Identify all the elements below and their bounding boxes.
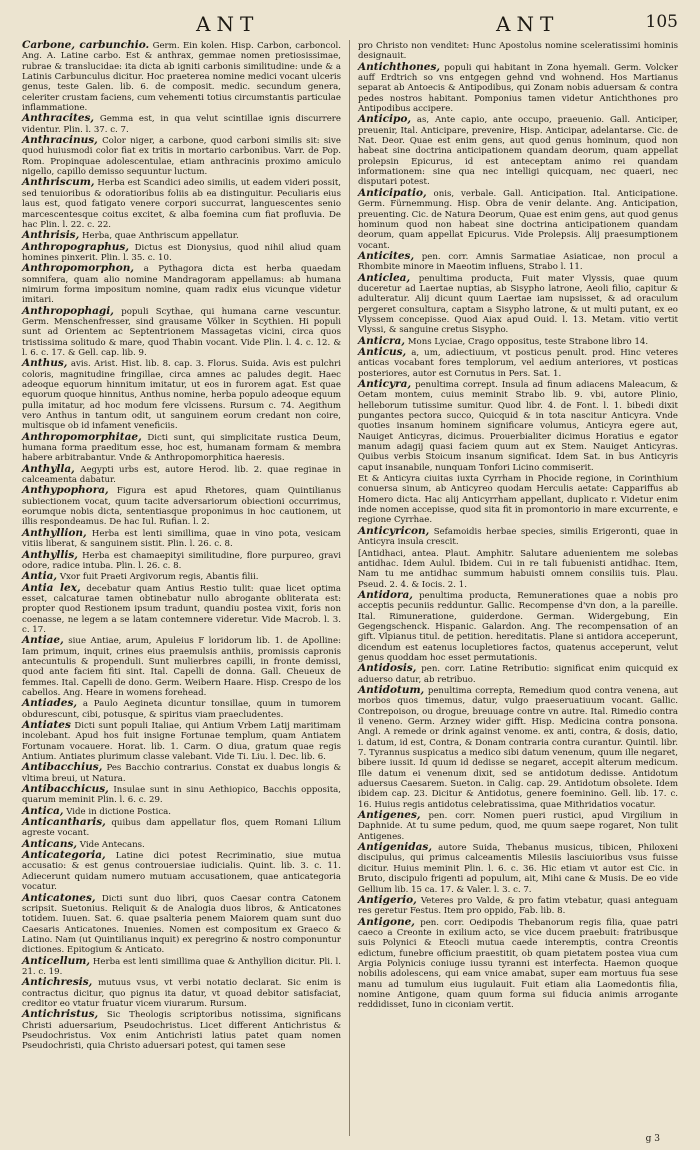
entry-headword: Anthropophagi, [22, 304, 114, 317]
dictionary-entry [358, 663, 678, 685]
dictionary-entry [22, 956, 341, 978]
entry-headword: Anthyllion, [22, 526, 87, 539]
dictionary-entry [358, 188, 678, 251]
dictionary-entry [22, 1009, 341, 1051]
dictionary-entry [358, 473, 678, 526]
entry-headword: Anthyllis, [22, 548, 78, 561]
entry-text: a, um, adiectiuum, vt posticus penult. prod. Hinc veteres anticas vocabant fores templorum, vel aedium anteriores, vt posticas posteriores, autor est Cornutus in Pers. Sat. 1. [358, 347, 679, 379]
entry-headword: Anthropomorphon, [22, 262, 135, 275]
entry-headword: Antia lex, [22, 581, 81, 594]
entry-text: Herba est Scandici adeo similis, ut eadem videri possit, sed tenuioribus & odoratioribus foliis ab ea distinguitur. Peculiaris eius laus est, quod fatigato venere corpori succurrat, languescentes senio marcescentesque coitus excitet, & alba foemina cum fiat profluvia. De hac Plin. l. 22. c. 22. [22, 178, 341, 230]
dictionary-entry [358, 40, 678, 62]
dictionary-entry [22, 784, 341, 806]
entry-text: penultima producta, Fuit mater Vlyssis, quae quum duceretur ad Laertae nuptias, ab Sisypho latrone, Aeoli filio, capitur & adulteratur. Alij dicunt quum Laertae iam nupsisset, & ad oraculum pergeret consultura, captam a Sisypho latrone, & ut multi putant, ex eo Vlyssem concepisse. Quod Aiax apud Ouid. l. 13. Metam. vitio vertit Vlyssi, & sanguine cretus Sisypho. [358, 273, 678, 336]
entry-headword: Carbone, carbunchio. [22, 40, 150, 51]
entry-headword: Anticus, [358, 345, 407, 358]
entry-text: Et & Anticyra ciuitas iuxta Cyrrham in Phocide regione, in Corinthium conuersa sinum, ab Anticyreo quodam Herculis aetate: Cappariffus ab Homero dicta. Hac alij Anticyrrham appellant, duplicato r. Videtur enim inde nomen accepisse, quod sita fit in promontorio in mare excurrente, e regione Cyrrhae. [358, 474, 678, 526]
entry-headword: Anticans, [22, 837, 78, 850]
entry-headword: Anticyricon, [358, 524, 430, 537]
entry-headword: Antigenidas, [358, 841, 432, 854]
left-column [16, 40, 350, 1136]
dictionary-entry [22, 242, 341, 264]
entry-headword: Anticatones, [22, 891, 96, 904]
entry-headword: Antia, [22, 570, 58, 583]
entry-text: pen. corr. Latine Retributio: significat enim quicquid ex aduerso datur, ab retribuo. [358, 664, 678, 685]
entry-text: penultima corrept. Insula ad finum adiacens Maleacum, & Oetam montem, cuius meminit Strabo lib. 9. vbi, autore Plinio, helleborum tutissime sumitur. Quod libr. 4. de Font. l. 1. bibedi dixit pungantes pectora succo, Quicquid & in tota nascitur Anticyra. Vnde quoties insanum hominem significare volumus, Anticyra egere aut, Nauiget Anticyras, dicimus. Prouerbialiter dicimus Horatius e egator manum adagij quasi faciem quum aut ex Stem. Nauiget Anticyras. Quibus verbis Stoicum insanum significat. Idem Sat. in bus Anticyris caput insanabile, nunquam Tonfori Licino commiserit. [358, 380, 678, 473]
dictionary-entry [358, 917, 678, 1011]
entry-text: a Pythagora dicta est herba quaedam somnifera, quam alio nomine Mandragoram appellamus: ab humana nimirum forma impositum nomine, quam radix eius vicunque videtur imitari. [22, 264, 341, 306]
dictionary-entry [22, 762, 341, 784]
dictionary-entry [358, 895, 678, 917]
entry-text: Dicti sunt, qui simplicitate rustica Deum, humana forma praeditum esse, hoc est, humanam formam & membra habere arbitrabantur. Vnde & Anthropomorphitica haeresis. [22, 432, 342, 464]
entry-headword: Anthropomorphitae, [22, 430, 142, 443]
entry-text: pro Christo non venditet: Hunc Apostolus nomine sceleratissimi hominis designauit. [358, 41, 678, 62]
entry-headword: Anticlea, [358, 271, 411, 284]
entry-text: populi Scythae, qui humana carne vescuntur. Germ. Menschenfresser, sind grausame Völker in Scythien. Hi populi sunt ad Orientem ac Septentrionem Massagetas vicini, circa quos tristissima solitudo & mare, quod Thabin vocant. Vide Plin. l. 4. c. 12. & l. 6. c. 17. & Gell. cap. lib. 9. [22, 306, 342, 358]
entry-headword: Antiades, [22, 697, 78, 710]
entry-headword: Antica, [22, 804, 64, 817]
entry-text: avis. Arist. Hist. lib. 8. cap. 3. Florus. Suida. Avis est pulchri coloris, magnitudine fringillae, circa amnes ac paludes degit. Haec adeoque equorum hinnitum imitatur, ut eos in furorem agat. Est quae equorum quoque hinnitus, Anthus nomine, herba populo adeoque equum pulla imitatur, ad hoc modum fere vlcissens. Rursum c. 74. Aegithum vero Anthus in tantum odit, ut sanguinem eorum credant non coire, multisque ob id infament veneficiis. [22, 359, 341, 432]
dictionary-entry [358, 114, 678, 187]
entry-text: penultima producta, Remunerationes quae a nobis pro acceptis pecuniis redduntur. Gallic. Recompense d'vn don, a la pareille. Ital. Rimuneratione, guiderdone. German. Widergebung, Ein Gegengschenck. Hispanic. Galardon. Ang. The recompensation of an gift. Vlpianus titul. de petition. hereditatis. Plane si antidora acceperunt, dicendum est eatenus locupletiores factos, quatenus acceperunt, velut genus quoddam hoc esset permutationis. [358, 590, 678, 663]
entry-headword: Antiae, [22, 634, 64, 647]
entry-text: quibus dam appellatur flos, quem Romani Lilium agreste vocant. [22, 818, 342, 839]
entry-text: Dicti sunt populi Italiae, qui Antium Vrbem Latij maritimam incolebant. Apud hos fuit insigne Fortunae templum, quam Antiatem Fortunam vocauere. Horat. lib. 1. Carm. O diua, gratum quae regis Antium. Antiates plurimum classe valebant. Vide Ti. Liu. l. Dec. lib. 6. [22, 721, 342, 763]
dictionary-entry [22, 977, 341, 1009]
entry-headword: Antidora, [358, 588, 413, 601]
entry-headword: Antigone, [358, 915, 415, 928]
entry-headword: Anthypophora, [22, 484, 109, 497]
entry-headword: Anthracinus, [22, 134, 98, 147]
dictionary-entry [358, 62, 678, 115]
entry-text: penultima correpta, Remedium quod contra venena, aut morbos quos timemus, datur, vulgo praeseruatiuum vocant. Gallic. Contrepoison, ou drogue, breuuage contre vn autre. Ital. Rimedio contra il veneno. Germ. Arzney wider gifft. Hisp. Medicina contra ponsona. Angl. A remede or drink against venome. ex anti, contra, & dosis, datio, i. datum, id est, Contra, & Donam contraria contra curantur. Quintil. libr. 7. Tyrannus suspicatus a medico sibi datum venenum, quum ille negaret, bibere iussit. Id quum id dedisse se negaret, accepit alterum medicum. Ille datum ei venenum dixit, sed se antidotum dedisse. Antidotum aduersus Caesarem. Sueton. in Calig. cap. 29. Antidotum obsolete. Idem ibidem cap. 23. Dicitur & Antidotus, genere foeminino. Gell. lib. 17. c. 16. Huius regis antidotus celebratissima, quae Mithridatios vocatur. [358, 685, 679, 810]
entry-headword: Antichresis, [22, 976, 93, 989]
dictionary-entry [22, 720, 341, 762]
dictionary-entry [22, 177, 341, 230]
dictionary-entry [22, 464, 341, 486]
entry-text: [Antidhaci, antea. Plaut. Amphitr. Salutare aduenientem me solebas antidhac. Idem Aulul. Ibidem. Cui in re tali fubuenisti antidhac. Item, Nam tu me antidhac summum habuisti omnem consiliis tuis. Plau. Pseud. 2. 4. & Iocis. 2. 1. [358, 548, 678, 590]
entry-text: Insulae sunt in sinu Aethiopico, Bacchis opposita, quarum meminit Plin. l. 6. c. 29. [22, 785, 342, 806]
dictionary-entry [22, 817, 341, 839]
entry-text: Vide Antecans. [79, 839, 145, 850]
entry-text: mutuus vsus, vt verbi notatio declarat. Sic enim is contractus dicitur, quo pignus ita datur, vt quoad debitor satisfaciat, creditor eo vtatur fruatur vicem viurarum. Rursum. [22, 978, 341, 1009]
entry-headword: Anticategoria, [22, 849, 106, 862]
entry-text: Herba est chamaepityi similitudine, flore purpureo, gravi odore, radice intuba. Plin. l. 26. c. 8. [22, 550, 341, 571]
entry-headword: Antiates [22, 719, 71, 731]
dictionary-entry [22, 358, 341, 431]
dictionary-entry [22, 485, 341, 527]
entry-headword: Antichthones, [358, 60, 441, 73]
dictionary-entry [22, 40, 341, 113]
right-column [350, 40, 684, 1136]
entry-headword: Anthropographus, [22, 240, 129, 253]
entry-text: autore Suida, Thebanus musicus, tibicen, Philoxeni discipulus, qui primus calceamentis Milesiis lasciuioribus vsus fuisse dicitur. Huius meminit Plin. l. 6. c. 36. Hic etiam vt autor est Cic. in Bruto, discipulo frigenti ad populum, ait, Mihi cane & Musis. De eo vide Gellium lib. 15 ca. 17. & Valer. l. 3. c. 7. [358, 843, 679, 895]
entry-headword: Anthylla, [22, 462, 75, 475]
dictionary-entry [22, 135, 341, 177]
entry-headword: Anticyra, [358, 378, 412, 390]
entry-text: Vxor fuit Praeti Argivorum regis, Abantis filii. [59, 572, 259, 583]
dictionary-entry [358, 379, 678, 473]
entry-headword: Anticipo, [358, 113, 412, 126]
dictionary-entry [22, 850, 341, 892]
signature-mark: g 3 [645, 1134, 660, 1144]
entry-headword: Anthriscum, [22, 176, 95, 189]
entry-text: as, Ante capio, ante occupo, praeuenio. Gall. Anticiper, preuenir, Ital. Anticipare, prevenire, Hisp. Anticipar, adelantarse. Cic. de Nat. Deor. Quae est enim gens, aut quod genus hominum, quod non habeat sine doctrina anticipationem quandam deorum, quam appellat prolepsin Epicurus, id est anteceptam animo rei quandam informationem: sine qua nec intelligi quicquam, nec quaeri, nec disputari potest. [358, 115, 678, 188]
dictionary-entry [22, 263, 341, 305]
entry-text: decebatur quam Antius Restio tulit: quae licet optima esset, calcaturae tamen obtinebatur nullo abrogante obliterata est: propter quod Restionem ipsum tradunt, quandiu postea vixit, foris non coenasse, ne legem a se latam contemnere videretur. Vide Macrob. l. 3. c. 17. [22, 583, 341, 635]
entry-text: Germ. Ein kolen. Hisp. Carbon, carboncol. Ang. A. Latine carbo. Est & anthrax, gemmae nomen pretiosissimae, rubrae & translucidae: ita dicta ab igniti carbonis similitudine: unde & a Latinis Carbunculus dicitur. Hoc praeterea nomine medici vocant ulceris genus, teste Galen. lib. 6. de composit. medic. secundum genera, celeriter crustam faciens, cum vehementi totius circumstantis particulae inflammatione. [22, 41, 342, 114]
entry-text: pen. corr. Amnis Sarmatiae Asiaticae, non procul a Rhombite minore in Maeotim influens, Strabo l. 11. [358, 251, 678, 273]
entry-headword: Anticites, [358, 249, 415, 262]
dictionary-entry [22, 698, 341, 720]
page-header [16, 10, 684, 42]
entry-headword: Anthracites, [22, 112, 95, 125]
dictionary-entry [22, 893, 341, 956]
entry-headword: Antibacchicus, [22, 783, 109, 796]
dictionary-entry [22, 306, 341, 359]
entry-text: a Paulo Aegineta dicuntur tonsillae, quum in tumorem obdurescunt, cibi, potusque, & spiritus viam praecludentes. [22, 699, 341, 720]
page-number: 105 [645, 12, 678, 32]
dictionary-entry [358, 273, 678, 336]
entry-text: Dicti sunt duo libri, quos Caesar contra Catonem scripsit. Suetonius. Reliquit & de Analogia duos libros, & Anticatones totidem. Iuuen. Sat. 6. quae psalteria penem Maiorem quam sunt duo Caesaris Anticatones. Inuenies. Nomen est compositum ex Graeco & Latino. Nam (ut Quintilianus inquit) ex peregrino & nostro componuntur dictiones. Epitogium & Anticato. [22, 893, 341, 956]
entry-text: Sefamoidis herbae species, similis Erigeronti, quae in Anticyra insula crescit. [358, 526, 678, 548]
entry-text: pen. corr. Oedipodis Thebanorum regis filia, quae patri caeco a Creonte in exilium acto, se vice ducem praebuit: fratribusque suis Polynici & Eteocli mutua caede interemptis, contra Creontis edictum, funebre officium praestitit, ob quam pietatem postea viua cum Argia Polynicis coniuge iussu tyranni est interfecta. Haemon quoque nobilis adolescens, qui eam vnice amabat, super eam mortuus fua sese manu ad tumulum eius iugulauit. Fuit etiam alia Laomedontis filia, nomine Antigone, quam quum forma sui fiducia animis arrogante reddidisset, Iuno in ciconiam vertit. [358, 917, 679, 1011]
entry-headword: Antidotum, [358, 683, 425, 696]
entry-headword: Anticellum, [22, 954, 91, 967]
dictionary-entry [22, 635, 341, 698]
dictionary-entry [22, 528, 341, 550]
dictionary-entry [358, 810, 678, 842]
entry-text: Aegypti urbs est, autore Herod. lib. 2. quae reginae in calceamenta dabatur. [22, 464, 341, 486]
dictionary-entry [358, 548, 678, 590]
entry-text: Dictus est Dionysius, quod nihil aliud quam homines pinxerit. Plin. l. 35. c. 10. [22, 242, 342, 263]
entry-text: populi qui habitant in Zona hyemali. Germ. Volcker auff Erdtrich so vns entgegen gehnd vnd wohnend. Hos Martianus separat ab Antoecis & Antipodibus, qui Zonam nobis aduersam & contra pedes nostros habitant. Pomponius tamen videtur Antichthones pro Antipodibus accipere. [358, 62, 678, 115]
entry-text: Gemma est, in qua velut scintillae ignis discurrere videntur. Plin. l. 37. c. 7. [22, 114, 341, 135]
entry-text: Sic Theologis scriptoribus notissima, significans Christi aduersarium, Pseudochristus. Licet different Antichristus & Pseudochristus. Vox enim Antichristi latius patet quam nomen Pseudochristi, quia Christo aduersari potest, qui tamen sese [22, 1010, 341, 1052]
entry-headword: Antigerio, [358, 893, 417, 906]
entry-text: Vide in dictione Postica. [66, 806, 172, 817]
entry-text: Herba est lenti simillima quae & Anthyllion dicitur. Pli. l. 21. c. 19. [22, 956, 341, 977]
dictionary-entry [358, 526, 678, 548]
dictionary-entry [22, 432, 341, 464]
entry-text: Herba est lenti simillima, quae in vino pota, vesicam vitiis liberat, & sanguinem sistit. Plin. l. 26. c. 8. [22, 528, 341, 550]
dictionary-entry [22, 550, 341, 572]
dictionary-entry [358, 251, 678, 273]
dictionary-entry [22, 583, 341, 636]
entry-text: onis, verbale. Gall. Anticipation. Ital. Anticipatione. Germ. Fürnemmung. Hisp. Obra de venir delante. Ang. Anticipation, preuenting. Cic. de Natura Deorum, Quae est enim gens, aut quod genus hominum quod non habeat sine doctrina anticipationem quandam deorum, quam appellat Epicurus. Vide Prolepsis. Alij praesumptionem vocant. [358, 188, 679, 251]
entry-headword: Antibacchius, [22, 761, 103, 774]
dictionary-entry [358, 590, 678, 663]
entry-headword: Anthrisis, [22, 229, 80, 242]
entry-text: Latine dici potest Recriminatio, siue mutua accusatio: & est genus controuersiae iudicialis. Quint. lib. 3. c. 11. Adiecerunt quidam numero mutuam accusationem, quae anticategoria vocatur. [22, 851, 341, 893]
entry-headword: Antichristus, [22, 1008, 99, 1021]
entry-text: pen. corr. Nomen pueri rustici, apud Virgilium in Daphnide. At tu sume pedum, quod, me quum saepe rogaret, Non tulit Antigenes. [358, 811, 678, 842]
dictionary-entry [22, 113, 341, 135]
entry-text: Figura est apud Rhetores, quam Quintilianus subiectionem vocat, quum tacite adversariorum obiectioni occurrimus, eorumque nobis dicta, sententiasque proponimus in hoc cautionem, ut illis respondeamus. De hac Iul. Rufian. l. 2. [22, 486, 341, 528]
entry-text: Herba, quae Anthriscum appellatur. [82, 231, 239, 242]
running-head-left: ANT [196, 12, 260, 36]
entry-text: Pes Bacchio contrarius. Constat ex duabus longis & vltima breui, ut Natura. [22, 763, 341, 784]
entry-headword: Antidosis, [358, 662, 417, 675]
dictionary-entry [358, 685, 678, 810]
entry-headword: Anthus, [22, 357, 68, 370]
entry-headword: Anticipatio, [358, 186, 427, 199]
running-head-right: ANT [496, 12, 560, 36]
entry-text: Color niger, a carbone, quod carboni similis sit: sive quod huiusmodi color fiat ex tritis in mortario carbonibus. Varr. de Pop. Rom. Propinquae adolescentulae, etiam anthracinis proximo amiculo nigello, capillo demisso sequuntur luctum. [22, 136, 341, 178]
text-columns [16, 40, 684, 1136]
entry-headword: Anticantharis, [22, 816, 106, 829]
entry-text: siue Antiae, arum, Apuleius F loridorum lib. 1. de Apolline: Iam primum, inquit, crines eius praemulsis anthiis, promissis capronis antecuntulis & propenduli. Sunt mulierbres capilli, in fronte demissi, quod ante faciem fiti sint. Ital. Capelli de donna. Gall. Cheueux de femmes. Ital. Capelli de dono. Germ. Weibern Haare. Hisp. Crespo de los cabellos. Ang. Heare in womens forehead. [22, 636, 341, 698]
dictionary-entry [358, 842, 678, 895]
entry-text: Mons Lyciae, Crago oppositus, teste Strabone libro 14. [407, 336, 649, 347]
entry-headword: Antigenes, [358, 809, 421, 822]
entry-text: Veteres pro Valde, & pro fatim vtebatur, quasi anteguam res geretur Festus. Item pro oppido, Fab. lib. 8. [358, 895, 678, 917]
entry-headword: Anticra, [358, 334, 406, 347]
dictionary-entry [358, 347, 678, 379]
